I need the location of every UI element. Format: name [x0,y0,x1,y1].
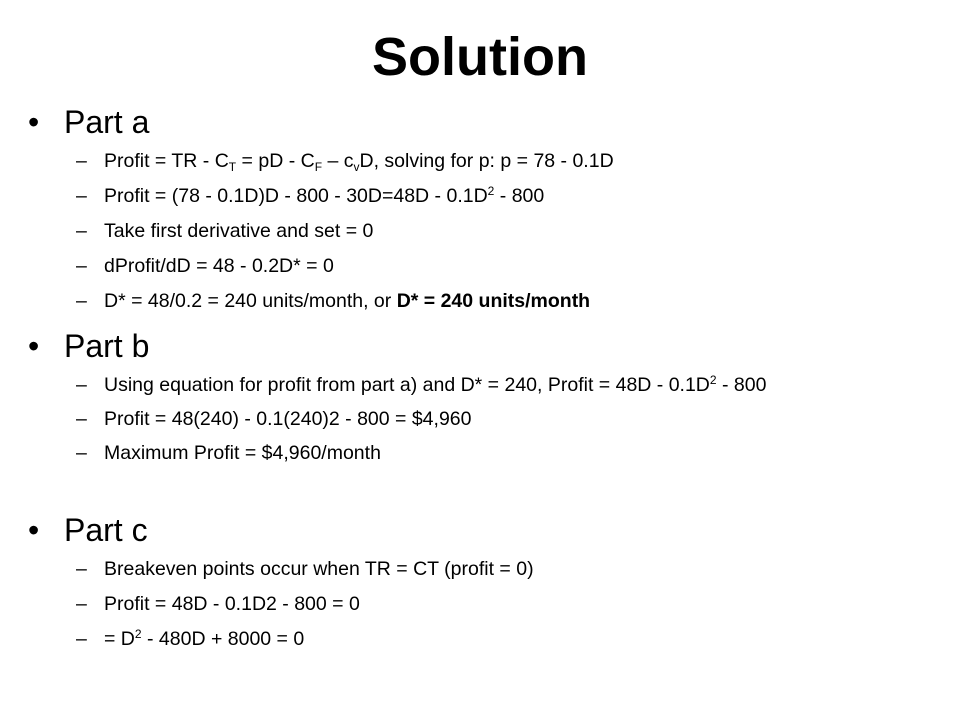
dash-icon: – [76,255,87,277]
bullet-part-c [28,510,928,550]
slide-title: Solution [372,27,588,87]
list-item [28,373,928,397]
list-item [28,557,928,581]
superscript: 2 [134,627,142,641]
list-item [28,254,928,278]
list-item [28,149,928,173]
list-item [28,184,928,208]
text-segment: Using equation for profit from part a) and D* = 240, Profit = 48D - 0.1D [104,374,710,396]
text-segment: - 480D + 8000 = 0 [141,628,305,650]
part-c-label: Part c [64,512,148,548]
part-b-label: Part b [64,328,150,364]
text-segment: Breakeven points occur when TR = CT (profit = 0) [104,558,534,580]
dash-icon: – [76,290,87,312]
section-part-a [28,102,928,313]
text-segment: Profit = TR - C [104,150,229,172]
dash-icon: – [76,185,87,207]
section-part-c [28,510,928,651]
text-segment: D* = 48/0.2 = 240 units/month, or [104,290,397,312]
text-segment: Profit = (78 - 0.1D)D - 800 - 30D=48D - 0.1D [104,185,488,207]
list-item [28,289,928,313]
superscript: 2 [709,373,717,387]
dash-icon: – [76,558,87,580]
list-item [28,407,928,431]
text-segment: - 800 [716,374,767,396]
part-a-list [28,149,928,313]
dash-icon: – [76,442,87,464]
text-segment: dProfit/dD = 48 - 0.2D* = 0 [104,255,334,277]
subscript: T [228,160,237,174]
text-segment: Profit = 48D - 0.1D2 - 800 = 0 [104,593,360,615]
text-segment: Profit = 48(240) - 0.1(240)2 - 800 = $4,960 [104,408,472,430]
part-c-list [28,557,928,651]
dash-icon: – [76,150,87,172]
text-segment: – c [322,150,354,172]
dash-icon: – [76,628,87,650]
text-segment: = pD - C [236,150,315,172]
bullet-part-a [28,102,928,142]
subscript: v [353,160,360,174]
dash-icon: – [76,408,87,430]
list-item [28,627,928,651]
dash-icon: – [76,220,87,242]
bullet-dot-icon: • [28,328,40,364]
dash-icon: – [76,593,87,615]
bullet-dot-icon: • [28,104,40,140]
section-part-b [28,326,928,465]
text-segment: Maximum Profit = $4,960/month [104,442,381,464]
bold-result: D* = 240 units/month [396,290,591,312]
text-segment: = D [104,628,135,650]
list-item [28,441,928,465]
dash-icon: – [76,374,87,396]
part-a-label: Part a [64,104,150,140]
subscript: F [314,160,323,174]
part-b-list [28,373,928,465]
text-segment: - 800 [494,185,545,207]
text-segment: D, solving for p: p = 78 - 0.1D [359,150,614,172]
superscript: 2 [487,184,495,198]
list-item [28,592,928,616]
bullet-dot-icon: • [28,512,40,548]
list-item [28,219,928,243]
bullet-part-b [28,326,928,366]
text-segment: Take first derivative and set = 0 [104,220,374,242]
